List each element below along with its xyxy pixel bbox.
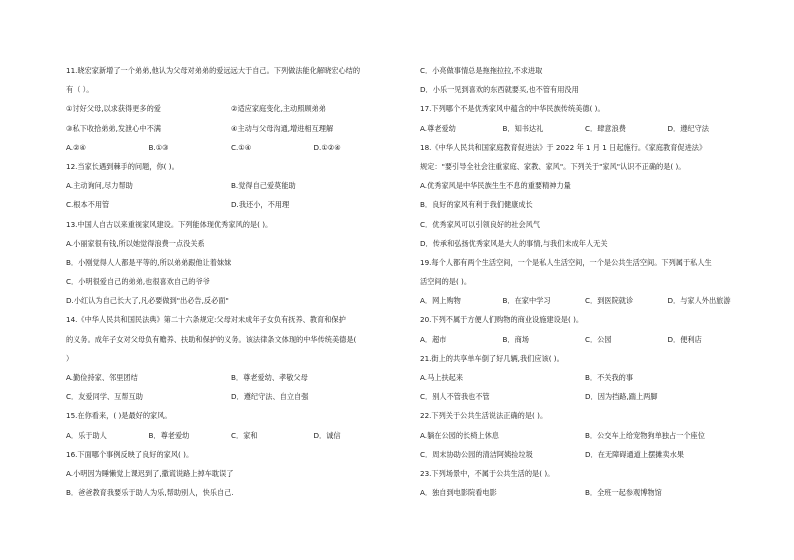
question-text-line: 17.下列哪个不是优秀家风中蕴含的中华民族传统美德( )。 <box>420 104 605 114</box>
answer-options-row <box>420 335 750 344</box>
answer-option: D．因为挡路,踹上两脚 <box>585 392 658 402</box>
question-text-line: 16.下面哪个事例反映了良好的家风( )。 <box>66 449 194 459</box>
question-text-line: 18.《中华人民共和国家庭教育促进法》于 2022 年 1 月 1 日起施行。《家庭教育促进法》 <box>420 142 707 152</box>
answer-options-row <box>66 104 396 113</box>
question-text-line: 19.每个人都有两个生活空间，一个是私人生活空间，一个是公共生活空间。下列属于私人生 <box>420 257 712 267</box>
question-text-line: 的义务。成年子女对父母负有赡养、扶助和保护的义务。该法律条文体现的中华传统美德是( <box>66 334 357 344</box>
answer-options-row <box>66 143 396 152</box>
answer-option: B．知书达礼 <box>502 123 544 133</box>
answer-option: C．友爱同学、互帮互助 <box>66 392 143 402</box>
answer-option: ④主动与父母沟通,增进相互理解 <box>231 123 334 133</box>
question-text-line: 12.当家长遇到棘手的问题，你( )。 <box>66 161 179 171</box>
answer-option: D．遵纪守法 <box>667 123 709 133</box>
answer-options-row <box>420 450 750 459</box>
answer-option: D．遵纪守法、自立自强 <box>231 392 309 402</box>
answer-options-row <box>420 392 750 401</box>
question-text-line: D.小红认为自己长大了,凡必要做到"出必告,反必面" <box>66 296 229 306</box>
question-text-line: ） <box>66 353 74 363</box>
answer-option: A.主动询问,尽力帮助 <box>66 181 133 191</box>
answer-options-row <box>420 373 750 382</box>
answer-option: D．诚信 <box>313 430 341 440</box>
answer-option: B.①③ <box>148 142 169 152</box>
answer-option: C.根本不用管 <box>66 200 110 210</box>
question-text-line: A.小丽家很有钱,所以她觉得浪费一点没关系 <box>66 238 205 248</box>
answer-option: ①讨好父母,以求获得更多的爱 <box>66 104 161 114</box>
answer-option: A．超市 <box>420 334 447 344</box>
question-text-line: 活空间的是( )。 <box>420 277 472 287</box>
question-text-line: D．小乐一见到喜欢的东西就要买,也不管有用没用 <box>420 85 579 95</box>
answer-options-row <box>420 431 750 440</box>
question-text-line: C．优秀家风可以引领良好的社会风气 <box>420 219 541 229</box>
answer-options-row <box>66 200 396 209</box>
question-text-line: B．爸爸教育我要乐于助人为乐,帮助别人，快乐自己. <box>66 488 234 498</box>
answer-options-row <box>66 373 396 382</box>
answer-option: B．在家中学习 <box>502 296 551 306</box>
answer-option: A.躺在公园的长椅上休息 <box>420 430 499 440</box>
question-text-line: A.小明因为睡懒觉上课迟到了,撒谎说路上掉车耽误了 <box>66 468 234 478</box>
answer-options-row <box>66 124 396 133</box>
answer-option: D．便利店 <box>667 334 702 344</box>
answer-option: A.尊老爱幼 <box>420 123 456 133</box>
answer-option: B．不关我的事 <box>585 373 634 382</box>
answer-options-row <box>420 296 750 305</box>
question-text-line: 11.晓宏家新增了一个弟弟,他认为父母对弟弟的爱远远大于自己。下列做法能化解晓宏心结的 <box>66 66 361 75</box>
right-column <box>420 66 750 507</box>
answer-option: B．公交车上给宠物狗单独占一个座位 <box>585 430 705 440</box>
question-text-line: 规定："要引导全社会注重家庭、家教、家风"。下列关于"家风"认识不正确的是( )。 <box>420 161 686 171</box>
answer-option: A．独自到电影院看电影 <box>420 488 497 498</box>
answer-option: C．公园 <box>585 334 612 344</box>
answer-option: B．商场 <box>502 334 529 344</box>
question-text-line: 23.下列场景中，不属于公共生活的是( )。 <box>420 468 555 478</box>
answer-options-row <box>66 181 396 190</box>
question-text-line: C．小亮做事情总是拖拖拉拉,不求进取 <box>420 66 543 75</box>
answer-option: ③私下收拾弟弟,发泄心中不满 <box>66 123 161 133</box>
answer-option: D．与家人外出旅游 <box>667 296 731 306</box>
question-text-line: 有（ ）。 <box>66 85 94 95</box>
left-column <box>66 66 396 507</box>
answer-options-row <box>420 124 750 133</box>
answer-options-row <box>66 431 396 440</box>
question-text-line: B．小刚觉得人人都是平等的,所以弟弟跟他让着妹妹 <box>66 257 232 267</box>
answer-option: D.我还小，不用理 <box>231 200 290 210</box>
answer-option: A.②④ <box>66 142 86 152</box>
answer-option: B．全班一起参观博物馆 <box>585 488 662 498</box>
answer-option: C．肆意浪费 <box>585 123 626 133</box>
answer-options-row <box>420 488 750 497</box>
answer-option: A．网上购物 <box>420 296 461 306</box>
answer-option: ②适应家庭变化,主动照顾弟弟 <box>231 104 326 114</box>
question-text-line: B．良好的家风有利于我们健康成长 <box>420 200 533 210</box>
answer-option: D．在无障碍通道上摆摊卖水果 <box>585 449 684 459</box>
answer-option: C.①④ <box>231 142 252 152</box>
answer-option: B.觉得自己爱莫能助 <box>231 181 296 191</box>
answer-option: B．尊老爱幼 <box>148 430 190 440</box>
answer-option: C．家和 <box>231 430 258 440</box>
answer-option: C．周末协助公园的清洁阿姨捡垃圾 <box>420 449 533 459</box>
answer-option: D.①②④ <box>313 142 341 152</box>
question-text-line: 14.《中华人民共和国民法典》第二十六条规定:父母对未成年子女负有抚养、教育和保护 <box>66 315 346 325</box>
question-text-line: C．小明很爱自己的弟弟,也很喜欢自己的爷爷 <box>66 277 210 287</box>
answer-option: B．尊老爱幼、孝敬父母 <box>231 373 308 382</box>
question-text-line: 13.中国人自古以来重视家风建设。下列能体现优秀家风的是( )。 <box>66 219 273 229</box>
answer-option: A.勤俭持家、邻里团结 <box>66 373 138 382</box>
answer-option: A．乐于助人 <box>66 430 107 440</box>
answer-option: A.马上扶起来 <box>420 373 464 382</box>
answer-option: C．别人不管我也不管 <box>420 392 490 402</box>
question-text-line: 20.下列不属于方便人们购物的商业设施建设是( )。 <box>420 315 584 325</box>
answer-option: C．到医院就诊 <box>585 296 634 306</box>
question-text-line: 22.下列关于公共生活说法正确的是( )。 <box>420 411 548 421</box>
question-text-line: 15.在你看来，( )是最好的家风。 <box>66 411 172 421</box>
question-text-line: A.优秀家风是中华民族生生不息的重要精神力量 <box>420 181 571 191</box>
question-text-line: D．传承和弘扬优秀家风是大人的事情,与我们未成年人无关 <box>420 238 608 248</box>
question-text-line: 21.街上的共享单车倒了好几辆,我们应该( )。 <box>420 353 564 363</box>
answer-options-row <box>66 392 396 401</box>
